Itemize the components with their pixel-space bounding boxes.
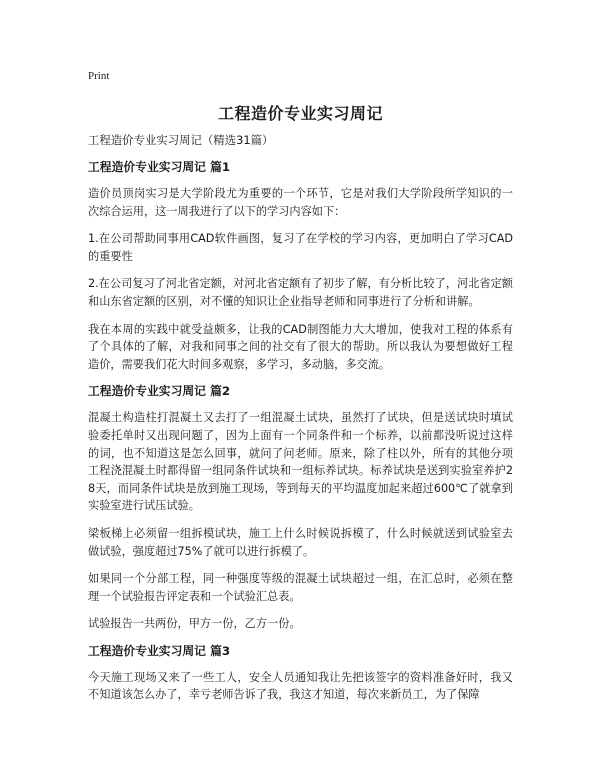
print-link[interactable]: Print xyxy=(88,70,110,82)
section-1-paragraph-2: 1.在公司帮助同事用CAD软件画图，复习了在学校的学习内容，更加明白了学习CAD的重要性 xyxy=(88,232,513,263)
section-heading-3: 工程造价专业实习周记 篇3 xyxy=(88,643,231,658)
section-heading-1: 工程造价专业实习周记 篇1 xyxy=(88,160,231,174)
section-heading-2: 工程造价专业实习周记 篇2 xyxy=(88,384,231,399)
section-1-paragraph-1: 造价员顶岗实习是大学阶段尤为重要的一个环节，它是对我们大学阶段所学知识的一次综合运用，这一周我进行了以下的学习内容如下： xyxy=(88,187,513,218)
section-1-paragraph-3: 2.在公司复习了河北省定额，对河北省定额有了初步了解，有分析比较了，河北省定额和山东省定额的区别，对不懂的知识让企业指导老师和同事进行了分析和讲解。 xyxy=(88,277,513,308)
section-2-paragraph-2: 梁板梯上必须留一组拆模试块，施工上什么时候说拆模了，什么时候就送到试验室去做试验，强度超过75%了就可以进行拆模了。 xyxy=(88,526,513,558)
section-1-paragraph-4: 我在本周的实践中就受益颇多，让我的CAD制图能力大大增加，使我对工程的体系有了个具体的了解，对我和同事之间的社交有了很大的帮助。所以我认为要想做好工程造价，需要我们花大时间多观察，多学习，多动脑，多交流。 xyxy=(88,322,513,371)
document-subtitle: 工程造价专业实习周记（精选31篇） xyxy=(88,133,274,147)
document-body xyxy=(88,132,513,714)
page-title: 工程造价专业实习周记 xyxy=(217,104,383,123)
section-2-paragraph-3: 如果同一个分部工程，同一种强度等级的混凝土试块超过一组，在汇总时，必须在整理一个试验报告评定表和一个试验汇总表。 xyxy=(88,572,513,603)
section-2-paragraph-1: 混凝土构造柱打混凝土又去打了一组混凝土试块，虽然打了试块，但是送试块时填试验委托单时又出现问题了，因为上面有一个同条件和一个标养，以前都没听说过这样的词，也不知道这是怎么回事，就问了问老师。原来，除了柱以外，所有的其他分项工程浇混凝土时都得留一组同条件试块和一组标养试块。标养试块是送到实验室养护28天，而同条件试块是放到施工现场，等到每天的平均温度加起来超过600℃了就拿到实验室进行试压试验。 xyxy=(88,411,513,513)
section-2-paragraph-4: 试验报告一共两份，甲方一份，乙方一份。 xyxy=(88,617,301,631)
section-3-paragraph-1: 今天施工现场又来了一些工人，安全人员通知我让先把该签字的资料准备好时，我又不知道该怎么办了，幸亏老师告诉了我，我这才知道，每次来新员工，为了保障 xyxy=(88,670,513,702)
